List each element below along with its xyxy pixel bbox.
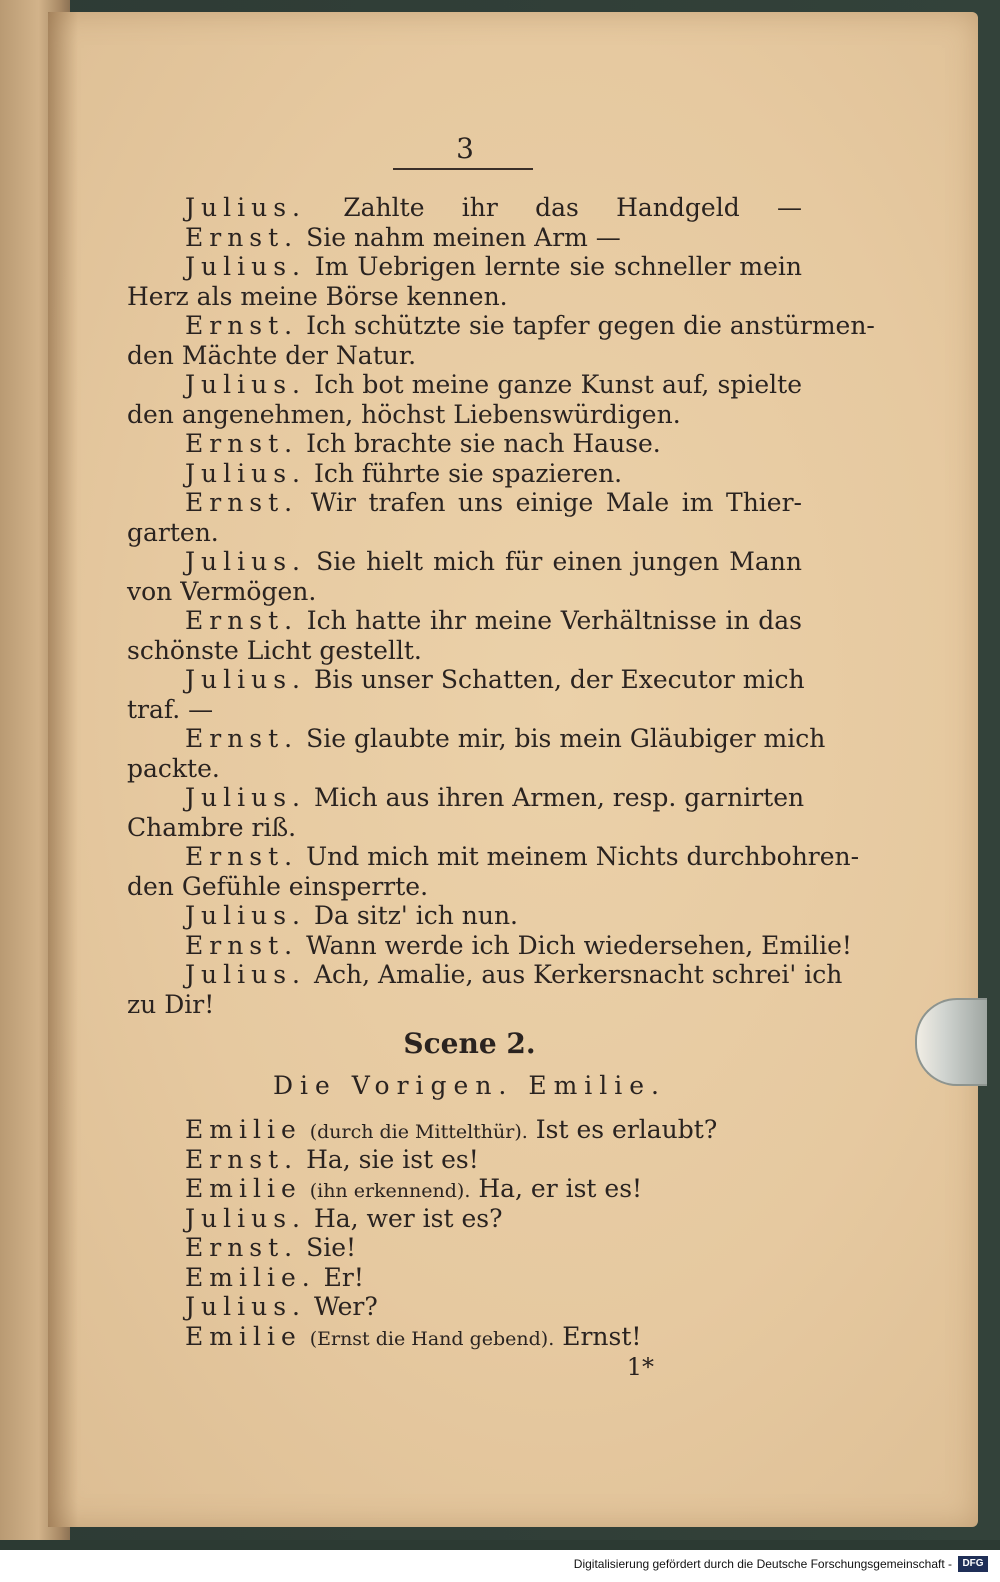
text-line <box>127 1204 802 1234</box>
page-gutter-shadow <box>48 12 78 1527</box>
text-line <box>127 665 805 695</box>
text-line <box>127 341 802 371</box>
dialogue-text: Mich aus ihren Armen, resp. garnirten <box>313 783 805 812</box>
dialogue-text: Und mich mit meinem Nichts durchbohren- <box>306 842 860 871</box>
dialogue-text: Ich schützte sie tapfer gegen die anstürmen- <box>306 311 875 340</box>
text-line <box>127 872 802 902</box>
speaker-name: Julius. <box>185 783 306 812</box>
dialogue-text: Herz als meine Börse kennen. <box>127 281 508 311</box>
dialogue-text: Ha, sie ist es! <box>306 1144 479 1174</box>
dialogue-text: Ha, wer ist es? <box>313 1203 503 1233</box>
text-line <box>127 1233 802 1263</box>
text-line <box>127 930 852 961</box>
text-line <box>127 724 826 754</box>
text-line <box>127 636 802 666</box>
dialogue-text: Im Uebrigen lernte sie schneller mein <box>314 252 802 281</box>
speaker-name: Julius. <box>185 370 306 399</box>
text-line <box>127 459 802 489</box>
text-line <box>127 400 802 430</box>
dialogue-text: Bis unser Schatten, der Executor mich <box>313 665 805 694</box>
speaker-name: Ernst. <box>185 222 299 252</box>
text-line <box>127 606 802 636</box>
speaker-name: Emilie <box>185 1174 302 1203</box>
dialogue-text: Ha, er ist es! <box>478 1174 643 1203</box>
text-line <box>127 282 802 312</box>
page-number: 3 <box>456 132 474 165</box>
speaker-name: Julius. <box>185 1203 306 1233</box>
text-line <box>127 223 802 253</box>
text-line <box>127 1292 802 1322</box>
text-line <box>127 577 802 607</box>
text-line <box>127 518 802 548</box>
dialogue-text: traf. — <box>127 694 214 724</box>
spacer <box>127 1107 802 1115</box>
dialogue-text: Sie hielt mich für einen jungen Mann <box>316 547 802 576</box>
dialogue-text: schönste Licht gestellt. <box>127 635 422 665</box>
text-line <box>127 488 802 518</box>
funding-notice: Digitalisierung gefördert durch die Deutsche Forschungsgemeinschaft - <box>573 1557 952 1571</box>
scene-persons: Die Vorigen. Emilie. <box>272 1071 666 1100</box>
dialogue-text: packte. <box>127 753 220 783</box>
text-line <box>127 193 802 223</box>
text-line <box>127 960 843 990</box>
dialogue-text: Sie nahm meinen Arm — <box>306 222 621 252</box>
dialogue-text: Wann werde ich Dich wiedersehen, Emilie! <box>306 930 852 960</box>
dialogue-text: Zahlte ihr das Handgeld — <box>343 193 802 222</box>
dialogue-text: Ist es erlaubt? <box>535 1115 718 1144</box>
dialogue-text: den Gefühle einsperrte. <box>127 871 429 901</box>
speaker-name: Emilie <box>185 1321 302 1351</box>
stage-direction: (ihn erkennend). <box>309 1180 471 1202</box>
speaker-name: Julius. <box>185 901 306 930</box>
text-line <box>127 370 802 400</box>
speaker-name: Julius. <box>185 665 306 694</box>
speaker-name: Ernst. <box>185 1233 299 1262</box>
dialogue-text: garten. <box>127 517 219 547</box>
text-line <box>127 990 802 1020</box>
dfg-logo: DFG <box>958 1556 988 1572</box>
scene-heading: Scene 2. <box>403 1027 536 1060</box>
speaker-name: Julius. <box>185 252 306 281</box>
text-line <box>127 1174 802 1204</box>
text-line <box>127 1145 802 1175</box>
speaker-name: Julius. <box>185 547 306 576</box>
text-line <box>127 1115 802 1145</box>
dialogue-text: den angenehmen, höchst Liebenswürdigen. <box>127 399 681 429</box>
dialogue-text: Ich brachte sie nach Hause. <box>306 429 661 458</box>
speaker-name: Ernst. <box>185 842 299 871</box>
dialogue-text: Ernst! <box>562 1321 642 1351</box>
speaker-name: Ernst. <box>185 1144 299 1174</box>
dialogue-text: Er! <box>323 1262 364 1292</box>
text-line <box>127 547 802 577</box>
footer-bar <box>0 1550 1000 1582</box>
speaker-name: Ernst. <box>185 488 299 517</box>
dialogue-text: Da sitz' ich nun. <box>313 901 519 930</box>
dialogue-text: den Mächte der Natur. <box>127 340 417 370</box>
speaker-name: Ernst. <box>185 429 299 458</box>
stage-direction: (durch die Mittelthür). <box>309 1121 528 1143</box>
text-line <box>127 754 802 784</box>
speaker-name: Julius. <box>185 193 306 222</box>
text-line <box>127 311 875 341</box>
dialogue-text: von Vermögen. <box>127 576 317 606</box>
stage-direction: (Ernst die Hand gebend). <box>309 1327 555 1350</box>
speaker-name: Ernst. <box>185 930 299 960</box>
text-line <box>127 901 802 931</box>
text-line <box>127 429 802 459</box>
speaker-name: Emilie. <box>185 1262 316 1292</box>
text-line <box>127 252 802 282</box>
speaker-name: Julius. <box>185 960 306 989</box>
speaker-name: Julius. <box>185 1292 306 1321</box>
dialogue-text: Ich führte sie spazieren. <box>313 458 623 488</box>
header-rule <box>393 168 533 170</box>
speaker-name: Julius. <box>185 458 306 488</box>
text-line <box>127 842 860 872</box>
dialogue-text: Ich hatte ihr meine Verhältnisse in das <box>306 606 802 635</box>
speaker-name: Ernst. <box>185 606 299 635</box>
dialogue-text: Wir trafen uns einige Male im Thier- <box>310 488 802 517</box>
page-text <box>127 193 875 1383</box>
dialogue-text: Ich bot meine ganze Kunst auf, spielte <box>314 370 803 399</box>
dialogue-text: zu Dir! <box>127 989 215 1019</box>
speaker-name: Ernst. <box>185 311 299 340</box>
dialogue-text: Ach, Amalie, aus Kerkersnacht schrei' ich <box>313 960 843 989</box>
dialogue-text: Sie! <box>306 1233 357 1262</box>
text-line <box>127 1263 802 1293</box>
dialogue-text: Sie glaubte mir, bis mein Gläubiger mich <box>306 724 826 753</box>
text-line <box>127 783 805 813</box>
text-line <box>127 813 802 843</box>
speaker-name: Emilie <box>185 1115 302 1144</box>
text-line <box>127 1322 802 1352</box>
text-line <box>127 695 802 725</box>
scanner-clip <box>915 998 987 1086</box>
speaker-name: Ernst. <box>185 724 299 753</box>
signature-mark: 1* <box>626 1353 654 1381</box>
dialogue-text: Chambre riß. <box>127 812 297 842</box>
dialogue-text: Wer? <box>313 1292 378 1321</box>
